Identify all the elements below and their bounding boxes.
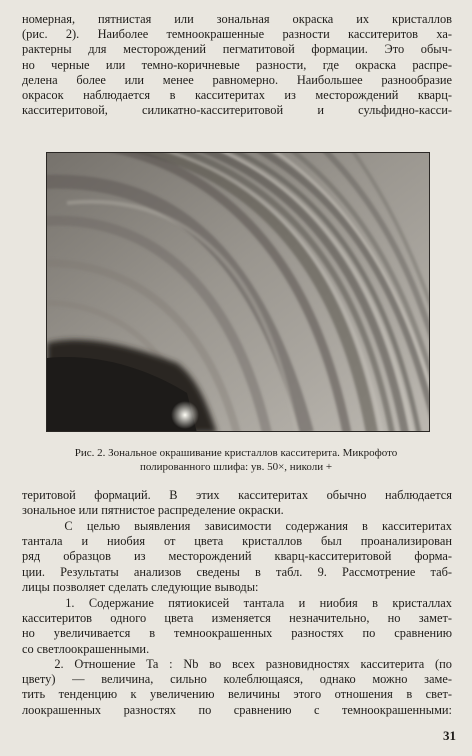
- text-line: но увеличивается в темноокрашенных разностях по сравнению: [22, 626, 452, 641]
- text-line: ряд образцов из месторождений кварц-касситеритовой форма-: [22, 549, 452, 564]
- top-paragraph: [22, 12, 452, 118]
- text-line: номерная, пятнистая или зональная окраска их кристаллов: [22, 12, 452, 26]
- text-line: рактерны для месторождений пегматитовой формации. Это обыч-: [22, 42, 452, 57]
- micrograph-figure: [46, 152, 430, 432]
- text-line: С целью выявления зависимости содержания в касситеритах: [22, 519, 452, 533]
- text-line: 2. Отношение Ta : Nb во всех разновидностях касситерита (по: [22, 657, 452, 671]
- page-number: 31: [443, 728, 456, 743]
- text-line: но черные или темно-коричневые разности, где окраска распре-: [22, 57, 452, 72]
- conclusion-1: [22, 596, 452, 657]
- text-line: окрасок наблюдается в касситеритах из месторождений кварц-: [22, 88, 452, 103]
- text-line: ции. Результаты анализов сведены в табл. 9. Рассмотрение таб-: [22, 564, 452, 579]
- caption-line: полированного шлифа: ув. 50×, николи +: [139, 460, 333, 473]
- text-line: лоокрашенных разностях по сравнению с темноокрашенными:: [22, 702, 452, 717]
- micrograph-image: [47, 153, 430, 432]
- text-line: тить тенденцию к увеличению величины этого отношения в свет-: [22, 687, 452, 702]
- text-line: теритовой формаций. В этих касситеритах обычно наблюдается: [22, 488, 452, 502]
- text-line: касситеритов одного цвета изменяется незначительно, но замет-: [22, 611, 452, 626]
- text-line: (рис. 2). Наиболее темноокрашенные разности касситеритов ха-: [22, 27, 452, 42]
- conclusion-2: [22, 657, 452, 718]
- text-line: со светлоокрашенными.: [22, 641, 150, 656]
- figure-caption: [30, 447, 442, 474]
- paragraph-continuation: [22, 488, 452, 518]
- text-line: цвету) — величина, сильно колеблющаяся, однако можно заме-: [22, 672, 452, 687]
- paragraph-analysis: [22, 519, 452, 595]
- caption-line: Рис. 2. Зональное окрашивание кристаллов касситерита. Микрофото: [74, 447, 398, 459]
- text-line: тантала и ниобия от цвета кристаллов был проанализирован: [22, 534, 452, 549]
- text-line: зональное или пятнистое распределение окраски.: [22, 503, 284, 518]
- text-line: 1. Содержание пятиокисей тантала и ниобия в кристаллах: [22, 596, 452, 610]
- text-line: лицы позволяет сделать следующие выводы:: [22, 579, 259, 594]
- text-line: касситеритовой, силикатно-касситеритовой и сульфидно-касси-: [22, 103, 452, 118]
- text-line: делена более или менее равномерно. Наибольшее разнообразие: [22, 72, 452, 87]
